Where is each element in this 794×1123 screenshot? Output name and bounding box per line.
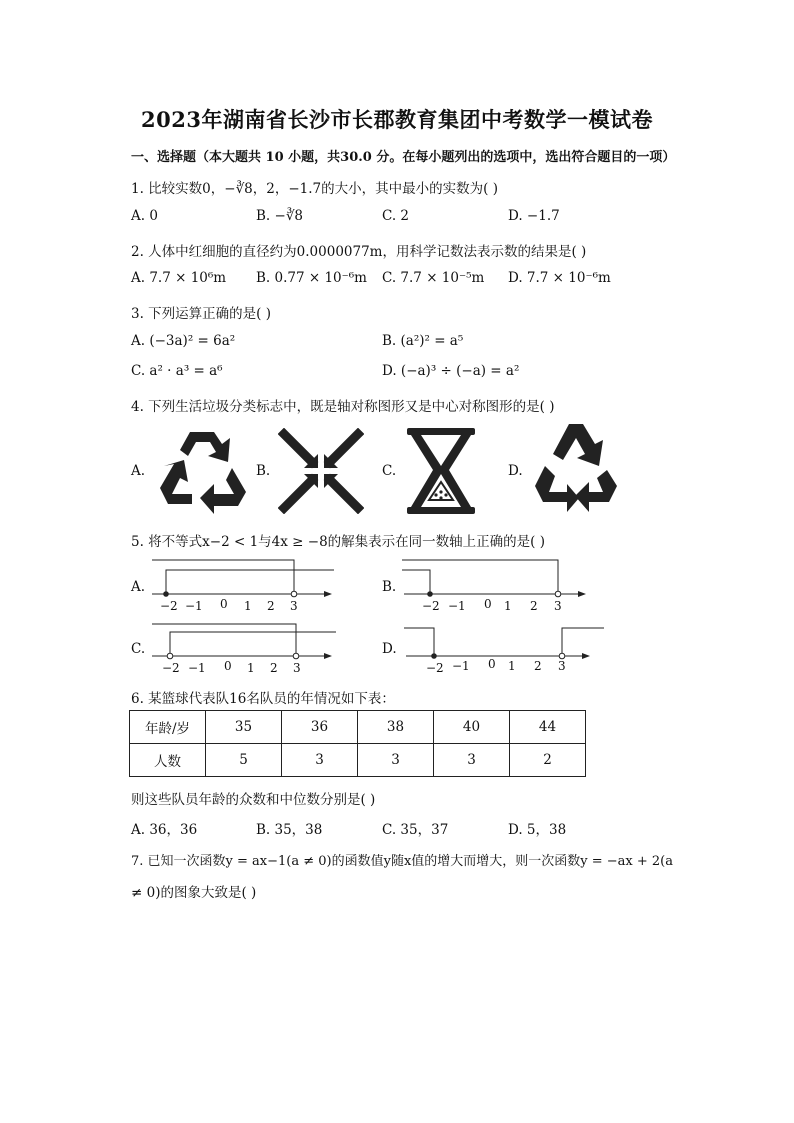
table-cell: 3	[434, 744, 510, 777]
tick-label: 3	[558, 659, 566, 673]
number-line-a-ticks	[160, 597, 298, 613]
question-3-stem: 3. 下列运算正确的是( )	[131, 306, 271, 322]
q5-option-c: C.	[131, 641, 146, 657]
page-title: 2023年湖南省长沙市长郡教育集团中考数学一模试卷	[141, 107, 653, 132]
tick-label: 1	[247, 661, 255, 675]
number-line-b	[400, 558, 594, 618]
q5-option-d: D.	[382, 641, 397, 657]
table-cell: 5	[206, 744, 282, 777]
tick-label: −2	[422, 599, 440, 613]
table-cell: 人数	[130, 744, 206, 777]
q4-option-a: A.	[131, 463, 146, 479]
q4-option-b: B.	[256, 463, 271, 479]
question-7-stem: 7. 已知一次函数y = ax−1(a ≠ 0)的函数值y随x值的增大而增大，则一次函数y = −ax + 2(a	[131, 854, 674, 869]
tick-label: 3	[290, 599, 298, 613]
table-cell: 38	[358, 711, 434, 744]
q6-option-c: C. 35，37	[382, 822, 449, 838]
q6-option-b: B. 35，38	[256, 822, 323, 838]
tick-label: −2	[426, 661, 444, 675]
q2-option-a: A. 7.7 × 10⁶m	[131, 270, 227, 286]
tick-label: −2	[160, 599, 178, 613]
table-cell: 2	[510, 744, 586, 777]
tick-label: 3	[554, 599, 562, 613]
q3-option-d: D. (−a)³ ÷ (−a) = a²	[382, 363, 520, 379]
q2-option-d: D. 7.7 × 10⁻⁶m	[508, 270, 611, 286]
q6-option-d: D. 5，38	[508, 822, 567, 838]
question-6-follow: 则这些队员年龄的众数和中位数分别是( )	[131, 792, 376, 808]
question-1-stem: 1. 比较实数0，−∛8，2，−1.7的大小，其中最小的实数为( )	[131, 181, 498, 197]
table-cell: 35	[206, 711, 282, 744]
q3-option-c: C. a² · a³ = a⁶	[131, 363, 223, 379]
number-line-d	[402, 622, 606, 682]
tick-label: 0	[484, 597, 492, 611]
q6-option-a: A. 36，36	[131, 822, 198, 838]
table-cell: 36	[282, 711, 358, 744]
question-2-stem: 2. 人体中红细胞的直径约为0.0000077m，用科学记数法表示数的结果是( )	[131, 244, 587, 260]
recycle-arrows-icon	[533, 420, 619, 518]
q4-option-c: C.	[382, 463, 397, 479]
question-4-stem: 4. 下列生活垃圾分类标志中，既是轴对称图形又是中心对称图形的是( )	[131, 399, 555, 415]
tick-label: 2	[530, 599, 538, 613]
table-row	[130, 711, 586, 744]
recycle-triangle-icon	[152, 424, 252, 514]
tick-label: 2	[534, 659, 542, 673]
q3-option-a: A. (−3a)² = 6a²	[131, 333, 236, 349]
tick-label: −1	[448, 599, 466, 613]
table-cell: 年龄/岁	[130, 711, 206, 744]
question-5-stem: 5. 将不等式x−2 < 1与4x ≥ −8的解集表示在同一数轴上正确的是( )	[131, 534, 545, 550]
question-7-stem-cont: ≠ 0)的图象大致是( )	[131, 885, 257, 901]
q2-option-b: B. 0.77 × 10⁻⁶m	[256, 270, 367, 286]
tick-label: −1	[185, 599, 203, 613]
number-line-a	[150, 558, 340, 618]
table-cell: 40	[434, 711, 510, 744]
tick-label: 0	[220, 597, 228, 611]
q4-option-d: D.	[508, 463, 523, 479]
tick-label: 0	[488, 657, 496, 671]
q5-option-b: B.	[382, 579, 397, 595]
tick-label: −2	[162, 661, 180, 675]
table-cell: 3	[282, 744, 358, 777]
table-row	[130, 744, 586, 777]
arrows-converge-icon	[278, 428, 364, 514]
q5-option-a: A.	[131, 579, 146, 595]
hourglass-flask-icon	[403, 426, 479, 516]
q3-option-b: B. (a²)² = a⁵	[382, 333, 464, 349]
q2-option-c: C. 7.7 × 10⁻⁵m	[382, 270, 485, 286]
q1-option-b: B. −∛8	[256, 208, 304, 224]
table-cell: 44	[510, 711, 586, 744]
tick-label: −1	[188, 661, 206, 675]
tick-label: 1	[504, 599, 512, 613]
tick-label: 0	[224, 659, 232, 673]
tick-label: 2	[270, 661, 278, 675]
section-heading: 一、选择题（本大题共 10 小题，共30.0 分。在每小题列出的选项中，选出符合题目的一项）	[131, 150, 676, 165]
tick-label: 2	[267, 599, 275, 613]
age-table	[129, 710, 586, 777]
q1-option-c: C. 2	[382, 208, 410, 224]
tick-label: 1	[244, 599, 252, 613]
q1-option-a: A. 0	[131, 208, 158, 224]
tick-label: 3	[293, 661, 301, 675]
table-cell: 3	[358, 744, 434, 777]
tick-label: 1	[508, 659, 516, 673]
question-6-stem: 6. 某篮球代表队16名队员的年情况如下表：	[131, 691, 395, 707]
tick-label: −1	[452, 659, 470, 673]
q1-option-d: D. −1.7	[508, 208, 560, 224]
number-line-c	[150, 620, 340, 680]
